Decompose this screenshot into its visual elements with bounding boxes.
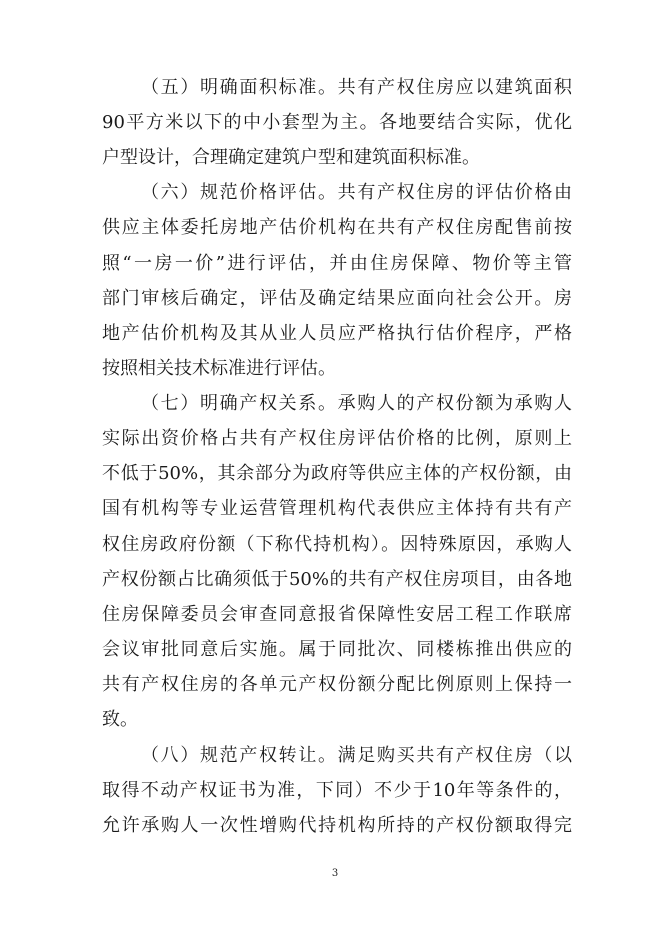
paragraph-2-line-6: 按照相关技术标准进行评估。 — [102, 358, 336, 379]
paragraph-2-line-5: 地产估价机构及其从业人员应严格执行估价程序，严格 — [102, 323, 572, 344]
paragraph-1-line-3: 户型设计，合理确定建筑户型和建筑面积标准。 — [102, 147, 480, 168]
paragraph-3-line-4: 国有机构等专业运营管理机构代表供应主体持有共有产 — [102, 498, 572, 519]
paragraph-3-line-9: 共有产权住房的各单元产权份额分配比例原则上保持一 — [102, 674, 572, 695]
paragraph-3-line-2: 实际出资价格占共有产权住房评估价格的比例，原则上 — [102, 428, 572, 449]
paragraph-4-line-2: 取得不动产权证书为准，下同）不少于10年等条件的， — [102, 780, 572, 801]
paragraph-2-line-4: 部门审核后确定，评估及确定结果应面向社会公开。房 — [102, 288, 572, 309]
paragraph-4-line-1: （八）规范产权转让。满足购买共有产权住房（以 — [141, 745, 572, 766]
paragraph-2-line-1: （六）规范价格评估。共有产权住房的评估价格由 — [141, 182, 572, 203]
paragraph-3-line-7: 住房保障委员会审查同意报省保障性安居工程工作联席 — [102, 604, 572, 625]
paragraph-1-line-2: 90平方米以下的中小套型为主。各地要结合实际，优化 — [102, 112, 572, 133]
paragraph-2-line-3: 照“一房一价”进行评估，并由住房保障、物价等主管 — [102, 253, 572, 274]
paragraph-2-line-2: 供应主体委托房地产估价机构在共有产权住房配售前按 — [102, 217, 572, 238]
paragraph-3-line-10: 致。 — [102, 709, 138, 730]
page-number: 3 — [331, 868, 339, 879]
paragraph-3-line-5: 权住房政府份额（下称代持机构）。因特殊原因，承购人 — [102, 534, 572, 555]
paragraph-3-line-8: 会议审批同意后实施。属于同批次、同楼栋推出供应的 — [102, 639, 572, 660]
paragraph-3-line-1: （七）明确产权关系。承购人的产权份额为承购人 — [141, 393, 572, 414]
paragraph-3-line-6: 产权份额占比确须低于50%的共有产权住房项目，由各地 — [102, 569, 572, 590]
paragraph-3-line-3: 不低于50%，其余部分为政府等供应主体的产权份额，由 — [102, 463, 572, 484]
paragraph-1-line-1: （五）明确面积标准。共有产权住房应以建筑面积 — [141, 77, 572, 98]
paragraph-4-line-3: 允许承购人一次性增购代持机构所持的产权份额取得完 — [102, 815, 572, 836]
